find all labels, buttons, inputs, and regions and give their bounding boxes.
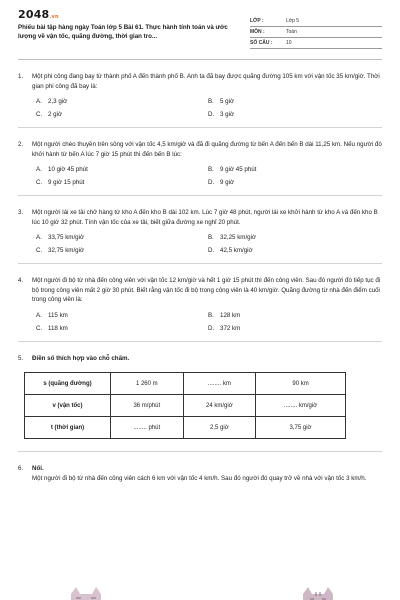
option-text: 2 giờ xyxy=(48,111,63,118)
option-d[interactable] xyxy=(208,325,382,332)
question-body xyxy=(32,354,382,364)
option-text: 3 giờ xyxy=(220,111,235,118)
question-divider xyxy=(18,263,382,264)
meta-value: Toán xyxy=(286,29,297,35)
question-body xyxy=(32,464,382,483)
option-text: 33,75 km/giờ xyxy=(48,234,85,241)
option-text: 115 km xyxy=(48,311,68,319)
question-body xyxy=(32,276,382,332)
question-number: 5. xyxy=(18,354,24,362)
fill-in-table xyxy=(24,372,346,439)
cat-illustration-icon xyxy=(300,586,336,600)
question-5 xyxy=(18,354,382,364)
site-logo[interactable] xyxy=(18,8,228,21)
answer-options xyxy=(32,98,382,118)
option-text: 2,3 giờ xyxy=(48,98,68,105)
option-text: 32,25 km/giờ xyxy=(220,234,257,241)
option-letter: C. xyxy=(36,179,43,186)
question-number: 4. xyxy=(18,277,24,284)
option-c[interactable] xyxy=(36,111,208,118)
table-cell: 2,5 giờ xyxy=(183,417,255,439)
blank-cell[interactable]: ........ km xyxy=(183,373,255,395)
option-text: 9 giờ 15 phút xyxy=(48,179,85,186)
option-a[interactable] xyxy=(36,312,208,319)
question-2 xyxy=(18,140,382,186)
option-c[interactable] xyxy=(36,247,208,254)
table-cell: 24 km/giờ xyxy=(183,395,255,417)
option-c[interactable] xyxy=(36,179,208,186)
meta-row-count xyxy=(250,38,382,49)
header-left xyxy=(18,8,228,41)
question-divider xyxy=(18,195,382,196)
option-letter: C. xyxy=(36,247,43,254)
question-text: Một người đi bộ từ nhà đến công viên với vận tốc 12 km/giờ và hết 1 giờ 15 phút thì đến công viên. Sau đó người đó tiếp tục đi bộ trong công viên mất 2 giờ 30 phút. Biết rằng vận tốc đi bộ trong công viên là 40 km/giờ. Quãng đường từ nhà đến điểm cuối trong công viên là: xyxy=(32,277,381,303)
option-letter: B. xyxy=(208,166,214,173)
option-letter: C. xyxy=(36,324,43,332)
option-d[interactable] xyxy=(208,247,382,254)
row-header: s (quãng đường) xyxy=(25,373,111,395)
meta-row-class xyxy=(250,16,382,27)
answer-options xyxy=(32,234,382,254)
meta-box xyxy=(250,16,382,49)
option-text: 128 km xyxy=(220,311,241,319)
table-row xyxy=(25,417,346,439)
option-a[interactable] xyxy=(36,98,208,105)
meta-row-subject xyxy=(250,27,382,38)
question-number: 6. xyxy=(18,465,24,472)
option-text: 32,75 km/giờ xyxy=(48,247,85,254)
question-number: 2. xyxy=(18,141,24,148)
option-text: 10 giờ 45 phút xyxy=(48,166,88,173)
meta-key: SỐ CÂU : xyxy=(250,40,273,46)
option-letter: B. xyxy=(208,311,214,319)
table-cell: 1 260 m xyxy=(111,373,184,395)
question-text: Một phi công đang bay từ thành phố A đến thành phố B. Anh ta đã bay được quãng đường 105 km với vận tốc 35 km/giờ. Thời gian phi công đã bay là: xyxy=(32,73,380,90)
option-d[interactable] xyxy=(208,111,382,118)
option-b[interactable] xyxy=(208,234,382,241)
option-text: 5 giờ xyxy=(220,98,235,105)
table-row xyxy=(25,373,346,395)
option-a[interactable] xyxy=(36,166,208,173)
question-number: 3. xyxy=(18,209,24,216)
question-title: Nối. xyxy=(32,465,44,472)
question-body xyxy=(32,140,382,186)
option-letter: D. xyxy=(208,324,215,332)
table-cell: 90 km xyxy=(256,373,346,395)
row-header: t (thời gian) xyxy=(25,417,111,439)
question-3 xyxy=(18,208,382,254)
answer-options xyxy=(32,312,382,332)
option-text: 9 giờ 45 phút xyxy=(220,166,257,173)
option-letter: B. xyxy=(208,98,214,105)
question-divider xyxy=(18,341,382,342)
blank-cell[interactable]: ........ km/giờ xyxy=(256,395,346,417)
logo-text: 2048 xyxy=(18,8,50,21)
option-b[interactable] xyxy=(208,98,382,105)
option-letter: A. xyxy=(36,234,42,241)
logo-suffix: .vn xyxy=(49,14,59,20)
option-b[interactable] xyxy=(208,166,382,173)
question-text: Một người chèo thuyền trên sông với vận tốc 4,5 km/giờ và đã đi quãng đường từ bến A đến bến B dài 11,25 km. Nếu người đó khởi hành từ bến A lúc 7 giờ 15 phút thì đến bến B lúc: xyxy=(32,141,382,158)
option-a[interactable] xyxy=(36,234,208,241)
question-text: Điền số thích hợp vào chỗ chấm. xyxy=(32,354,130,362)
question-text: Một người lái xe tải chở hàng từ kho A đến kho B dài 102 km. Lúc 7 giờ 48 phút, người lái xe khởi hành từ kho A và đến kho B lúc 10 giờ 32 phút. Tính vận tốc của xe tải, biết giữa đường xe nghỉ 20 phút. xyxy=(32,209,378,226)
question-4 xyxy=(18,276,382,332)
answer-options xyxy=(32,166,382,186)
meta-value: Lớp 5 xyxy=(286,18,300,24)
option-text: 118 km xyxy=(48,324,68,332)
blank-cell[interactable]: ........ phút xyxy=(111,417,184,439)
option-letter: A. xyxy=(36,166,42,173)
option-letter: A. xyxy=(36,98,42,105)
option-d[interactable] xyxy=(208,179,382,186)
row-header: v (vận tốc) xyxy=(25,395,111,417)
option-c[interactable] xyxy=(36,325,208,332)
option-text: 42,5 km/giờ xyxy=(220,247,253,254)
question-6 xyxy=(18,464,382,483)
option-letter: A. xyxy=(36,311,42,319)
cat-illustration-icon xyxy=(68,586,104,600)
option-b[interactable] xyxy=(208,312,382,319)
meta-key: LỚP : xyxy=(250,18,264,24)
option-letter: D. xyxy=(208,179,215,186)
worksheet-header xyxy=(18,6,382,49)
table-cell: 36 m/phút xyxy=(111,395,184,417)
question-number: 1. xyxy=(18,73,24,80)
worksheet-title: Phiếu bài tập hàng ngày Toán lớp 5 Bài 61. Thực hành tính toán và ước lượng về vận tốc, quãng đường, thời gian tro... xyxy=(18,24,228,40)
option-letter: C. xyxy=(36,111,43,118)
question-divider xyxy=(18,451,382,452)
question-text: Một người đi bộ từ nhà đến công viên cách 6 km với vận tốc 4 km/h. Sau đó người đó quay trở về nhà với vận tốc 3 km/h. xyxy=(32,474,367,482)
option-text: 9 giờ xyxy=(220,179,235,186)
question-1 xyxy=(18,72,382,118)
meta-value: 10 xyxy=(286,40,292,46)
option-letter: D. xyxy=(208,111,215,118)
option-letter: D. xyxy=(208,247,215,254)
question-divider xyxy=(18,127,382,128)
question-body xyxy=(32,208,382,254)
question-body xyxy=(32,72,382,118)
option-text: 372 km xyxy=(220,324,241,332)
header-divider xyxy=(18,59,382,60)
option-letter: B. xyxy=(208,234,214,241)
table-cell: 3,75 giờ xyxy=(256,417,346,439)
meta-key: MÔN : xyxy=(250,29,265,35)
table-row xyxy=(25,395,346,417)
